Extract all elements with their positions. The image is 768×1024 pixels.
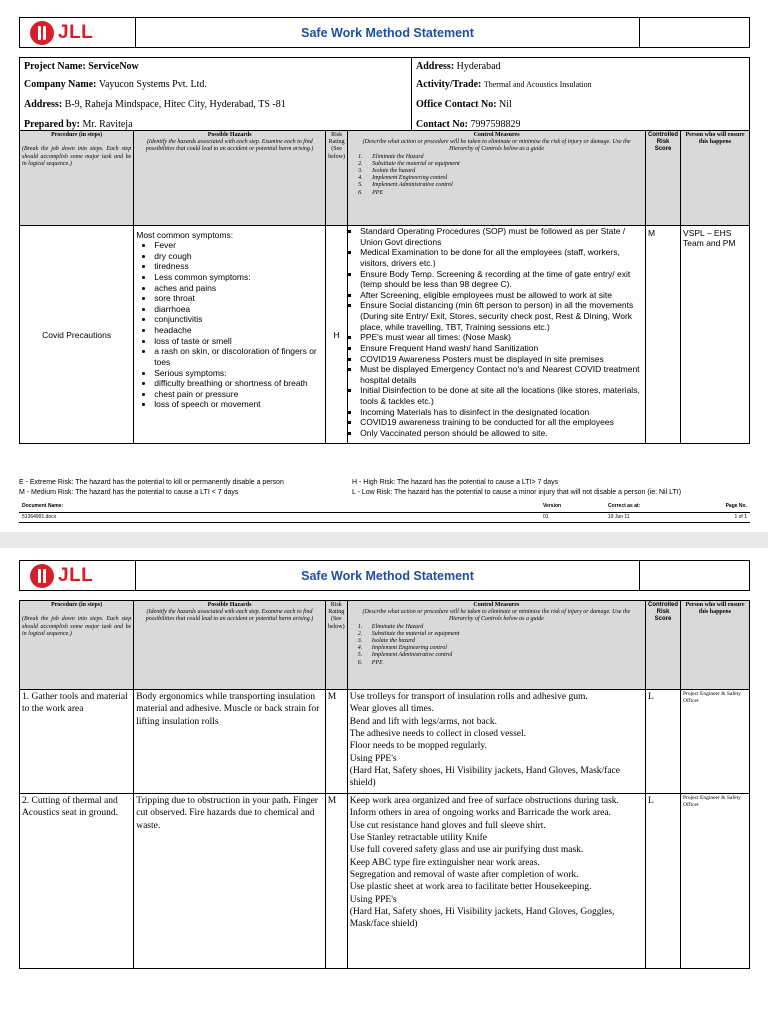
step-control-line: Wear gloves all times. [349, 704, 434, 715]
covid-hazards: Most common symptoms: • Fever • dry cough • tiredness • Less common symptoms: • aches and pains • sore throat • diarrhoea • conjunctivitis • headache • loss of taste or smell • a rash on skin, or discoloration of fingers or toes • Serious symptoms: • difficulty breathing or shortness of breath • chest pain or pressure • loss of speech or movement [134, 226, 326, 444]
covid-table [19, 130, 750, 444]
address2-label: Address: [416, 61, 455, 73]
covid-person: VSPL – EHS Team and PM [681, 226, 750, 444]
company-label: Company Name: [24, 79, 97, 90]
step-control-line: Use trolleys for transport of insulation rolls and adhesive gum. [349, 692, 588, 702]
steps-table: Procedure (in steps) (Break the job down into steps. Each step should accomplish some major task and be in logical sequence.) Possible Hazards (Identify the hazards associated with each step. Examine each to find possibilities that could lead to an accident or potential harm arising.) Risk Rating (See below) Control Measures (Describe what action or procedure will be taken to eliminate or minimise the risk of injury or damage. Use the Hierarchy of Controls below as a guide 1. Eliminate the Hazard 2. Substitute the material or equipment 3. Isolate the hazard 4. Implement Engineering control 5. Implement Administrative control 6. PPE Controlled Risk Score Person who will ensure this happens 1. Gather tools and material to the work area Body ergonomics while transporting insulation material and adhesive. Muscle or back strain for lifting insulation rolls M Use trolleys for transport of insulation rolls and adhesive gum. Wear gloves all times. Bend and lift with legs/arms, not back. The adhesive needs to collect in closed vessel. Floor needs to be mopped regularly. Using PPE's (Hard Hat, Safety shoes, Hi Visibility jackets, Hand Gloves, Mask/face shield) L Project Engineer & Safety Officer 2. Cutting of thermal and Acoustics seat in ground. Tripping due to obstruction in your path. Finger cut observed. Fire hazards due to chemical and waste. M Keep work area organized and free of surface obstructions during task. Inform others in area of ongoing works and Barricade the work area. Use cut resistance hand gloves and full sleeve shirt. Use Stanley retractable utility Knife Use full covered safety glass and use air purifying dust mask. Keep ABC type fire extinguisher near work areas. Segregation and removal of waste after completion of work. Use plastic sheet at work area to facilitate better Housekeeping. Using PPE's (Hard Hat, Safety shoes, Hi Visibility jackets, Hand Gloves, Goggles, Mask/face shield) L Project Engineer & Safety Officer [19, 600, 750, 969]
control-item: ▪ Initial Disinfection to be done at site all the locations (like stores, materials, tools & tackles etc.) [360, 385, 643, 406]
document-title-2: Safe Work Method Statement [136, 561, 640, 591]
covid-risk: H [326, 226, 348, 444]
legend-extreme: E - Extreme Risk: The hazard has the potential to kill or permanently disable a person [19, 479, 284, 486]
step1-procedure: 1. Gather tools and material to the work area [20, 690, 134, 794]
symptom-item: • a rash on skin, or discoloration of fingers or toes [154, 346, 323, 367]
address-value: B-9, Raheja Mindspace, Hitec City, Hyderabad, TS -81 [64, 99, 286, 110]
symptom-item: • Less common symptoms: [154, 272, 323, 283]
symptom-item: • Fever [154, 240, 323, 251]
control-item: ▪ Medical Examination to be done for all the employees (staff, workers, visitors, drivers etc.) [360, 247, 643, 268]
control-item: ▪ Incoming Materials has to disinfect in the designated location [360, 407, 643, 418]
risk-header: Risk Rating (See below) [326, 131, 348, 226]
activity-value: Thermal and Acoustics Insulation [483, 80, 592, 89]
covid-procedure: Covid Precautions [20, 226, 134, 444]
step-control-line: Keep ABC type fire extinguisher near work areas. [349, 857, 540, 868]
step-control-line: Floor needs to be mopped regularly. [349, 741, 487, 752]
symptom-item: • chest pain or pressure [154, 389, 323, 400]
header-table-2: JLL Safe Work Method Statement [19, 560, 750, 591]
control-item: ▪ Standard Operating Procedures (SOP) must be followed as per State / Union Govt directions [360, 226, 643, 247]
step-control-line: Use full covered safety glass and use air purifying dust mask. [349, 845, 584, 856]
office-label: Office Contact No: [416, 99, 497, 110]
step-control-line: Using PPE's [349, 894, 397, 905]
step-control-line: Segregation and removal of waste after completion of work. [349, 870, 579, 881]
symptom-item: • Serious symptoms: [154, 368, 323, 379]
control-item: ▪ COVID19 Awareness Posters must be displayed in site premises [360, 354, 643, 365]
step-control-line: Inform others in area of ongoing works and Barricade the work area. [349, 808, 611, 819]
contact-value: 7997598829 [470, 118, 521, 130]
document-title: Safe Work Method Statement [136, 18, 640, 48]
symptom-item: • conjunctivitis [154, 314, 323, 325]
activity-label: Activity/Trade: [416, 79, 482, 90]
step2-controls [347, 794, 645, 969]
project-name-label: Project Name: [24, 61, 86, 73]
step1-controls [347, 690, 645, 794]
symptom-item: • dry cough [154, 251, 323, 262]
doc-name: 51364991.docx [19, 512, 540, 522]
step-control-line: The adhesive needs to collect in closed vessel. [349, 729, 526, 740]
control-item: ▪ Ensure Social distancing (min 6ft person to person) in all the movements (During site Entry/ Exit, Stores, security check post, Rest & Dining, Work place, while travelling, TBT, Training sessions etc.) [360, 300, 643, 332]
legend-low: L - Low Risk: The hazard has the potential to cause a minor injury that will not disable a person (ie: Nil LTI) [352, 489, 682, 497]
control-item: ▪ Ensure Body Temp. Screening & recording at the time of gate entry/ exit (temp should be less than 98 degree C). [360, 269, 643, 290]
control-item: ▪ Must be displayed Emergency Contact no's and Nearest COVID treatment hospital details [360, 364, 643, 385]
step-row-1 [20, 690, 750, 794]
step2-procedure: 2. Cutting of thermal and Acoustics seat in ground. [20, 794, 134, 969]
project-info [19, 57, 750, 134]
covid-row [20, 226, 750, 444]
control-item: ▪ Only Vaccinated person should be allowed to site. [360, 428, 643, 439]
symptom-item: • sore throat [154, 293, 323, 304]
document-info: Document Name: Version Correct as at: Page No. 51364991.docx 01 19 Jun 11 1 of 1 [19, 502, 750, 523]
step-control-line: Use Stanley retractable utility Knife [349, 833, 487, 844]
logo-text: JLL [58, 21, 94, 43]
address-label: Address: [24, 99, 63, 110]
step2-risk: M [325, 794, 347, 969]
doc-version: 01 [540, 512, 605, 522]
step1-hazards: Body ergonomics while transporting insulation material and adhesive. Muscle or back strain for lifting insulation rolls [134, 690, 326, 794]
step-control-line: Keep work area organized and free of surface obstructions during task. [349, 796, 619, 806]
symptom-item: • loss of speech or movement [154, 399, 323, 410]
project-name: ServiceNow [88, 61, 139, 73]
control-item: ▪ After Screening, eligible employees must be allowed to work at site [360, 290, 643, 301]
symptom-item: • difficulty breathing or shortness of breath [154, 378, 323, 389]
doc-page: 1 of 1 [685, 512, 750, 522]
control-item: ▪ PPE's must wear all times: (Nose Mask) [360, 332, 643, 343]
step-row-2 [20, 794, 750, 969]
address2-value: Hyderabad [456, 61, 501, 73]
covid-controlled: M [646, 226, 681, 444]
controls-header: Control Measures (Describe what action or procedure will be taken to eliminate or minimise the risk of injury or damage. Use the Hierarchy of Controls below as a guide 1. Eliminate the Hazard 2. Substitute the material or equipment 3. Isolate the hazard 4. Implement Engineering control 5. Implement Administrative control 6. PPE [348, 131, 646, 226]
symptom-item: • diarrhoea [154, 304, 323, 315]
step-control-line: Using PPE's [349, 753, 397, 764]
company-value: Vayucon Systems Pvt. Ltd. [98, 79, 207, 90]
step2-hazards: Tripping due to obstruction in your path. Finger cut observed. Fire hazards due to chemical and waste. [134, 794, 326, 969]
covid-controls [348, 226, 646, 444]
header-table [19, 17, 750, 48]
step-control-line: Bend and lift with legs/arms, not back. [349, 716, 498, 727]
control-item: ▪ COVID19 awareness training to be conducted for all the employees [360, 417, 643, 428]
page-2 [0, 548, 768, 1024]
prepared-label: Prepared by: [24, 118, 81, 130]
hazards-header: Possible Hazards (Identify the hazards associated with each step. Examine each to find possibilities that could lead to an accident or potential harm arising.) [134, 131, 326, 226]
symptom-item: • tiredness [154, 261, 323, 272]
step1-person: Project Engineer & Safety Officer [681, 690, 750, 794]
step-control-line: (Hard Hat, Safety shoes, Hi Visibility jackets, Hand Gloves, Goggles, Mask/face shield) [349, 907, 615, 930]
control-item: ▪ Ensure Frequent Hand wash/ hand Sanitization [360, 343, 643, 354]
contact-label: Contact No: [416, 118, 468, 130]
step1-risk: M [325, 690, 347, 794]
step-control-line: (Hard Hat, Safety shoes, Hi Visibility jackets, Hand Gloves, Mask/face shield) [349, 766, 620, 789]
office-value: Nil [499, 99, 512, 110]
symptom-item: • headache [154, 325, 323, 336]
person-header: Person who will ensure this happens [681, 131, 750, 226]
doc-date: 19 Jun 11 [605, 512, 685, 522]
logo-cell [20, 18, 136, 48]
controlled-header: Controlled Risk Score [646, 131, 681, 226]
step2-person: Project Engineer & Safety Officer [681, 794, 750, 969]
prepared-value: Mr. Raviteja [82, 118, 133, 130]
step2-controlled: L [646, 794, 681, 969]
step-control-line: Use cut resistance hand gloves and full sleeve shirt. [349, 820, 546, 831]
procedure-header: Procedure (in steps) (Break the job down into steps. Each step should accomplish some major task and be in logical sequence.) [20, 131, 134, 226]
symptom-item: • loss of taste or smell [154, 336, 323, 347]
column-header-row [20, 131, 750, 226]
jll-logo-icon [30, 564, 54, 588]
step-control-line: Use plastic sheet at work area to facilitate better Housekeeping. [349, 882, 592, 893]
legend-medium: M - Medium Risk: The hazard has the potential to cause a LTI < 7 days [19, 489, 239, 497]
jll-logo-icon [30, 21, 54, 45]
symptom-item: • aches and pains [154, 283, 323, 294]
risk-legend [19, 478, 750, 498]
step1-controlled: L [646, 690, 681, 794]
legend-high: H - High Risk: The hazard has the potential to cause a LTI> 7 days [352, 479, 559, 486]
